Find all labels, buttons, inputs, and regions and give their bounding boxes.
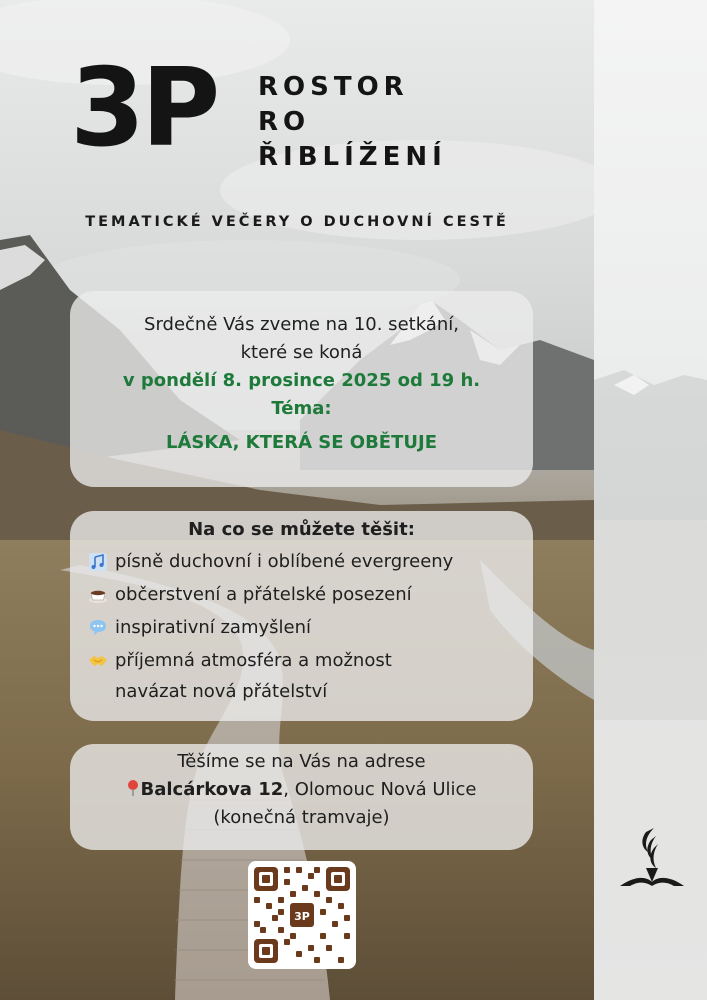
qr-code-graphic — [248, 861, 356, 969]
list-item — [70, 545, 533, 578]
list-item-text: příjemná atmosféra a možnost — [115, 650, 392, 671]
music-notes-icon — [88, 552, 108, 572]
topic-title: LÁSKA, KTERÁ SE OBĚTUJE — [166, 432, 437, 453]
title-line-1: ROSTOR — [258, 72, 409, 102]
invitation-line-1: Srdečně Vás zveme na 10. setkání, — [144, 314, 459, 335]
event-date: v pondělí 8. prosince 2025 od 19 h. — [122, 370, 481, 391]
list-item-continuation: navázat nová přátelství — [115, 681, 328, 702]
qr-center-label: 3P — [294, 910, 310, 923]
address-line — [70, 776, 533, 804]
subtitle: TEMATICKÉ VEČERY O DUCHOVNÍ CESTĚ — [85, 214, 509, 230]
list-item-text: občerstvení a přátelské posezení — [115, 584, 412, 605]
handshake-icon — [88, 651, 108, 671]
location-pin-icon — [126, 779, 140, 797]
invitation-box — [70, 291, 533, 487]
title-line-3: ŘIBLÍŽENÍ — [258, 142, 447, 172]
address-city: , Olomouc Nová Ulice — [283, 779, 477, 800]
list-item — [70, 611, 533, 644]
address-box — [70, 744, 533, 850]
church-logo-icon — [616, 826, 688, 896]
speech-bubble-icon — [88, 618, 108, 638]
list-item — [70, 644, 533, 677]
topic-label: Téma: — [271, 398, 332, 419]
title-line-2: RO — [258, 107, 311, 137]
highlights-heading: Na co se můžete těšit: — [188, 519, 415, 540]
invitation-line-2: které se koná — [240, 342, 363, 363]
qr-code[interactable] — [248, 861, 356, 969]
coffee-cup-icon — [88, 585, 108, 605]
logo-3p: 3P — [70, 46, 217, 171]
title-words — [258, 70, 447, 175]
address-intro: Těšíme se na Vás na adrese — [177, 751, 426, 772]
address-note: (konečná tramvaje) — [213, 807, 390, 828]
address-street: Balcárkova 12 — [140, 779, 284, 800]
list-item-text: písně duchovní i oblíbené evergreeny — [115, 551, 454, 572]
list-item — [70, 578, 533, 611]
list-item-text: inspirativní zamyšlení — [115, 617, 312, 638]
highlights-box — [70, 511, 533, 721]
